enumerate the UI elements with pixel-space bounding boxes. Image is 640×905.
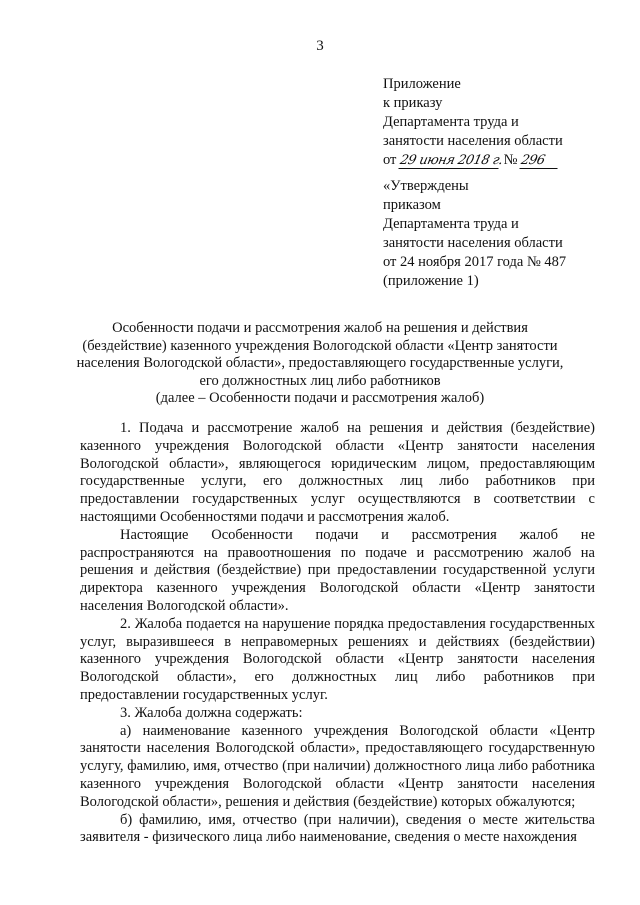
- appendix-line: занятости населения области: [383, 133, 563, 149]
- paragraph-3: 3. Жалоба должна содержать:: [120, 704, 303, 721]
- handwritten-date: 29 июня 2018 г.: [398, 153, 505, 168]
- appendix-line: к приказу: [383, 95, 443, 111]
- date-prefix: от: [383, 152, 397, 168]
- title-line: его должностных лиц либо работников: [199, 372, 441, 389]
- approved-line: Департамента труда и: [383, 216, 519, 232]
- number-sign: №: [503, 152, 518, 168]
- title-line: Особенности подачи и рассмотрения жалоб на решения и действия: [112, 320, 528, 336]
- approved-block: [383, 177, 566, 291]
- approved-line: (приложение 1): [383, 273, 479, 289]
- title-line: (далее – Особенности подачи и рассмотрения жалоб): [155, 390, 485, 406]
- approved-line: занятости населения области: [383, 235, 563, 251]
- approved-line: «Утверждены: [383, 178, 469, 194]
- paragraph-scope: Настоящие Особенности подачи и рассмотрения жалоб не распространяются на правоотношения по подаче и рассмотрению жалоб на решения и действия (бездействие) при предоставлении государственной услуги директора казенного учреждения Вологодской области «Центр занятости населения Вологодской области».: [80, 526, 595, 614]
- approved-line: от 24 ноября 2017 года № 487: [383, 254, 567, 270]
- document-body: [80, 420, 595, 847]
- appendix-line: Департамента труда и: [383, 114, 519, 130]
- appendix-date-line: [383, 151, 563, 170]
- paragraph-3a: а) наименование казенного учреждения Вологодской области «Центр занятости населения Вологодской области», предоставляющего государственную услугу, фамилию, имя, отчество (при наличии) должностного лица либо работника казенного учреждения Вологодской области «Центр занятости населения Вологодской области», решения и действия (бездействие) которых обжалуются;: [80, 722, 595, 810]
- title-line: (бездействие) казенного учреждения Вологодской области «Центр занятости: [82, 337, 558, 354]
- document-title: [60, 320, 580, 408]
- appendix-line: Приложение: [383, 76, 461, 92]
- paragraph-3b: б) фамилию, имя, отчество (при наличии), сведения о месте жительства заявителя - физического лица либо наименование, сведения о месте нахождения: [80, 811, 595, 846]
- paragraph-2: 2. Жалоба подается на нарушение порядка предоставления государственных услуг, выразившееся в неправомерных решениях и действиях (бездействии) казенного учреждения Вологодской области «Центр занятости населения Вологодской области», его должностных лиц либо работников при предоставлении государственных услуг.: [80, 615, 595, 703]
- appendix-block: [383, 75, 563, 170]
- approved-line: приказом: [383, 197, 441, 213]
- paragraph-1: 1. Подача и рассмотрение жалоб на решения и действия (бездействие) казенного учреждения Вологодской области «Центр занятости населения Вологодской области», являющегося юридическим лицом, предоставляющим государственные услуги, его должностных лиц либо работников при предоставлении государственных услуг осуществляются в соответствии с настоящими Особенностями подачи и рассмотрения жалоб.: [80, 420, 595, 525]
- title-line: населения Вологодской области», предоставляющего государственные услуги,: [76, 355, 564, 371]
- page-number: 3: [316, 38, 324, 54]
- handwritten-number: 296: [520, 154, 561, 169]
